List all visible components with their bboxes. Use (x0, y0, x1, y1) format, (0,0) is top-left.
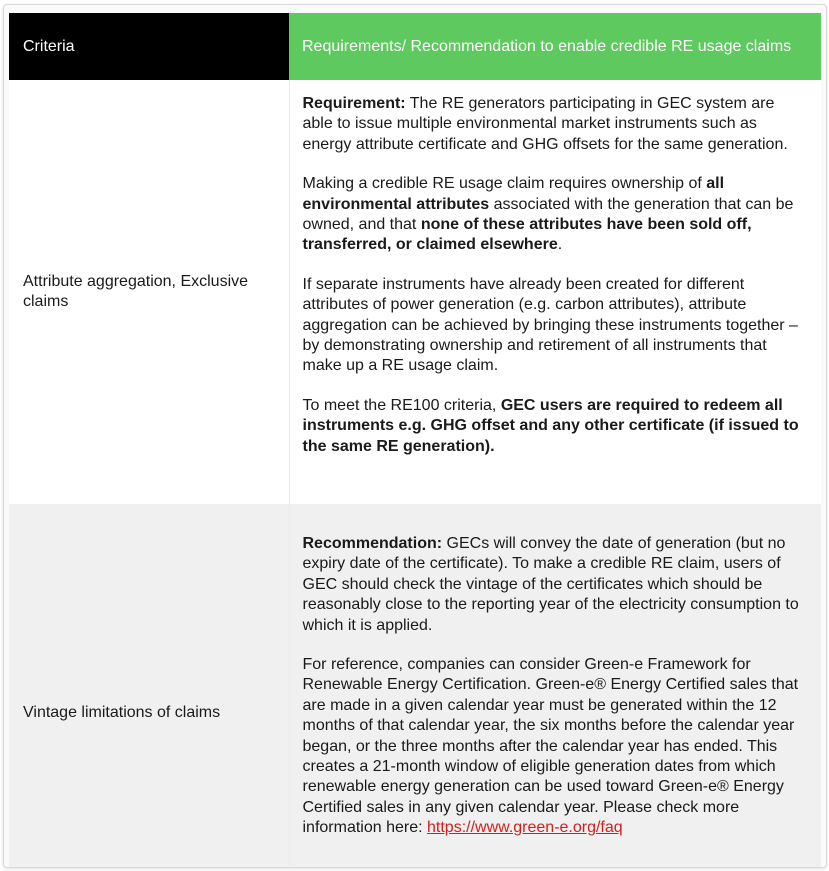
bold-text: GEC users are required to redeem all instruments e.g. GHG offset and any other certificate (if issued to the same RE generation). (302, 396, 799, 455)
criteria-cell: Attribute aggregation, Exclusive claims (9, 80, 289, 504)
requirement-cell (289, 80, 821, 504)
text: For reference, companies can consider Green-e Framework for Renewable Energy Certification. Green-e® Energy Certified sales that are made in a given calendar year must be generated within the 12 months of that calendar year, the six months before the calendar year began, or the three months after the calendar year has ended. This creates a 21-month window of eligible generation dates from which renewable energy generation can be used toward Green-e® Energy Certified sales in any given calendar year. Please check more information here: (302, 656, 799, 837)
header-criteria: Criteria (9, 13, 289, 80)
paragraph (303, 396, 808, 457)
bold-text: Recommendation: (302, 535, 443, 552)
table-row (9, 80, 821, 504)
criteria-table (9, 13, 821, 868)
paragraph (303, 534, 808, 636)
table-header-row (9, 13, 821, 80)
text: To meet the RE100 criteria, (302, 396, 501, 414)
paragraph (303, 174, 808, 256)
paragraph (303, 655, 808, 839)
bold-text: Requirement: (302, 95, 406, 112)
text: GECs will convey the date of generation (but no expiry date of the certificate). To make a credible RE claim, users of GEC should check the vintage of the certificates which should be reasonably close to the reporting year of the electricity consumption to which it is applied. (302, 535, 799, 634)
header-requirements: Requirements/ Recommendation to enable credible RE usage claims (289, 13, 821, 80)
text: Making a credible RE usage claim requires ownership of (302, 175, 707, 193)
text: . (557, 236, 563, 254)
bold-text: none of these attributes have been sold off, transferred, or claimed elsewhere (302, 216, 752, 254)
paragraph: If separate instruments have already been created for different attributes of power generation (e.g. carbon attributes), attribute aggregation can be achieved by bringing these instruments together – by demonstrating ownership and retirement of all instruments that make up a RE usage claim. (302, 275, 798, 375)
green-e-faq-link[interactable]: https://www.green-e.org/faq (427, 819, 623, 837)
text: The RE generators participating in GEC system are able to issue multiple environmental market instruments such as energy attribute certificate and GHG offsets for the same generation. (302, 95, 788, 153)
table-row (9, 504, 821, 868)
bold-text: all environmental attributes (302, 175, 725, 213)
paragraph (303, 94, 808, 155)
criteria-cell: Vintage limitations of claims (9, 504, 289, 868)
text: associated with the generation that can be owned, and that (302, 195, 794, 234)
document-frame (3, 4, 827, 868)
recommendation-cell (289, 504, 821, 868)
